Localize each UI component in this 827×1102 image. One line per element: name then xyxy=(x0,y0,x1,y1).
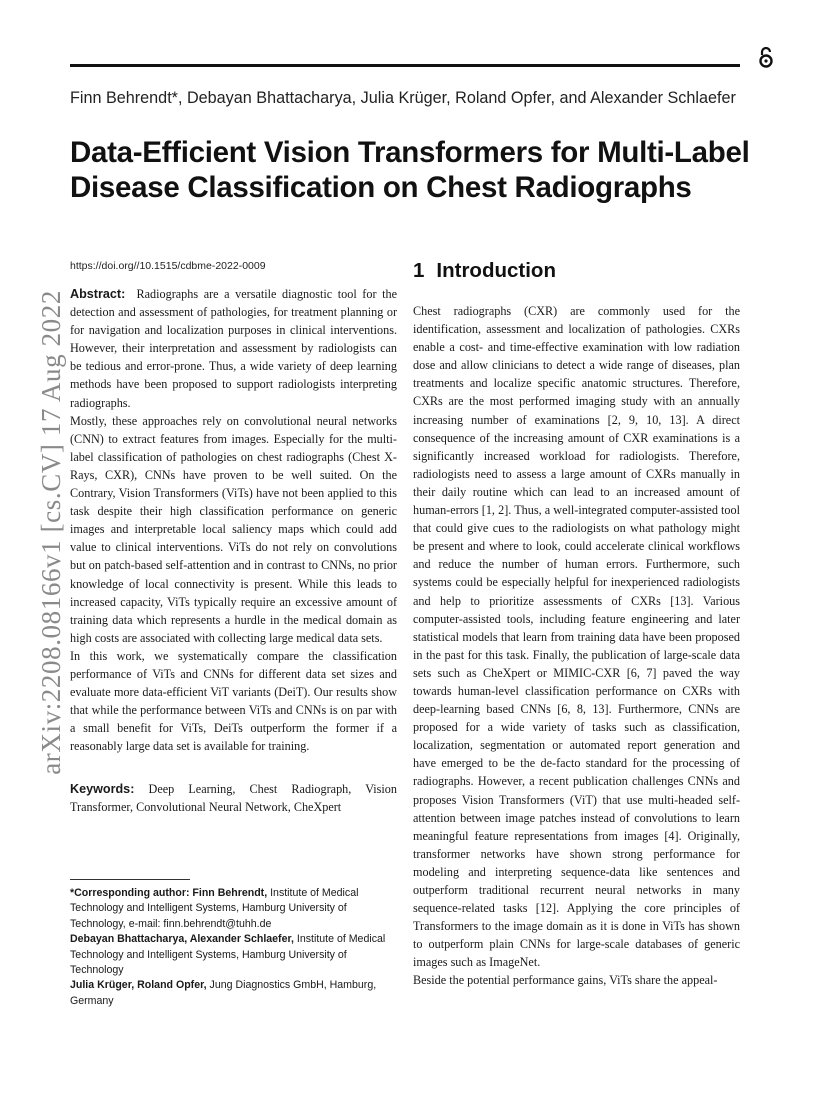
section-heading xyxy=(413,259,556,283)
author-list: Finn Behrendt*, Debayan Bhattacharya, Julia Krüger, Roland Opfer, and Alexander Schlaefer xyxy=(70,89,736,107)
header-rule xyxy=(70,64,740,67)
abstract-paragraph: Mostly, these approaches rely on convolutional neural networks (CNN) to extract features from images. Especially for the multi-label classification of pathologies on chest radiographs (Chest X-Rays, CXR), CNNs have proven to be well suited. On the Contrary, Vision Transformers (ViTs) have not been applied to this task despite their high classification performance on generic images and interpretable local saliency maps which could add value to clinical interventions. ViTs do not rely on convolutions but on patch-based self-attention and in contrast to CNNs, no prior knowledge of local connectivity is present. While this leads to increased capacity, ViTs typically require an excessive amount of training data which represents a hurdle in the medical domain as high costs are associated with collecting large medical data sets. xyxy=(70,413,397,645)
open-access-icon xyxy=(758,46,774,70)
arxiv-stamp: arXiv:2208.08166v1 [cs.CV] 17 Aug 2022 xyxy=(36,290,66,775)
section-title: Introduction xyxy=(436,259,556,282)
doi-link[interactable]: https://doi.org//10.1515/cdbme-2022-0009 xyxy=(70,260,266,272)
author-group-affiliation: Institute of Medical Technology and Intelligent Systems, Hamburg University of Technology xyxy=(70,933,386,977)
body-paragraph: Chest radiographs (CXR) are commonly used for the identification, assessment and localization of pathologies. CXRs enable a cost- and time-effective examination with low radiation dose and allow clinicians to detect a wide range of diseases, plan treatments and localize specific anatomic structures. Therefore, CXRs are the most performed imaging study with an annually increasing number of examinations [2, 9, 10, 13]. A direct consequence of the increasing amount of CXR examinations is a significantly increased workload for radiologists. Therefore, radiologists need to assess a large amount of CXRs manually in their daily routine which can lead to an increased amount of human-errors [1, 2]. Thus, a well-integrated computer-assisted tool that could give cues to the radiologists on what pathology might be present and where to look, could accelerate clinical workflows and reduce the number of human errors. Furthermore, such systems could be especially helpful for inexperienced radiologists and help to prioritize assessments of CXRs [13]. Various computer-assisted tools, including feature engineering and later statistical models that learn from training data have been proposed in the past for this task. Finally, the publication of large-scale data sets such as CheXpert or MIMIC-CXR [6, 7] paved the way towards human-level classification performance on CXRs with deep-learning based CNNs [6, 8, 13]. Furthermore, CNNs are proposed for a wide variety of tasks such as classification, localization, segmentation or automated report generation and have emerged to be the de-facto standard for the processing of radiographs. However, a recent publication challenges CNNs and proposes Vision Transformers (ViT) that use multi-headed self-attention between image patches instead of convolutions to learn meaningful feature representations from images [4]. Originally, transformer networks have shown strong performance for modeling and interpreting sequence-data like sentences and outperform traditional recurrent neural networks in many sequence-related tasks [12]. Applying the core principles of Transformers to the image domain as it is done in ViTs has shown to outperform plain CNNs for large-scale databases of generic images such as ImageNet. xyxy=(413,304,740,970)
footnote-rule xyxy=(70,879,190,880)
author-group-label: Julia Krüger, Roland Opfer, xyxy=(70,979,207,992)
keywords-text: Deep Learning, Chest Radiograph, Vision Transformer, Convolutional Neural Network, CheXpert xyxy=(70,782,397,815)
body-paragraph: Beside the potential performance gains, ViTs share the appeal- xyxy=(413,973,718,988)
corresponding-author-label: *Corresponding author: Finn Behrendt, xyxy=(70,887,268,899)
keywords-label: Keywords: xyxy=(70,782,135,796)
abstract xyxy=(70,285,397,755)
introduction-body xyxy=(413,302,740,990)
paper-title: Data-Efficient Vision Transformers for Multi-Label Disease Classification on Chest Radiographs xyxy=(70,136,750,204)
abstract-paragraph: In this work, we systematically compare the classification performance of ViTs and CNNs for different data set sizes and evaluate more data-efficient ViT variants (DeiT). Our results show that while the performance between ViTs and CNNs is on par with a small benefit for ViTs, DeiTs outperform the former if a reasonably large data set is available for training. xyxy=(70,648,397,754)
author-group-affiliation: Jung Diagnostics GmbH, Hamburg, Germany xyxy=(70,979,377,1007)
author-group-label: Debayan Bhattacharya, Alexander Schlaefer, xyxy=(70,933,294,946)
abstract-label: Abstract: xyxy=(70,287,126,301)
author-footnote xyxy=(70,886,397,1009)
keywords xyxy=(70,780,397,816)
abstract-text: Radiographs are a versatile diagnostic tool for the detection and assessment of pathologies, for treatment planning or for navigation and localization purposes in clinical interventions. However, their interpretation and assessment by radiologists can be tedious and error-prone. Thus, a wide variety of deep learning methods have been proposed to support radiologists interpreting radiographs. xyxy=(70,287,398,410)
section-number: 1 xyxy=(413,259,425,282)
corresponding-author-affiliation: Institute of Medical Technology and Intelligent Systems, Hamburg University of Technology, e-mail: finn.behrendt@tuhh.de xyxy=(70,887,359,930)
abstract-paragraph xyxy=(70,285,397,412)
